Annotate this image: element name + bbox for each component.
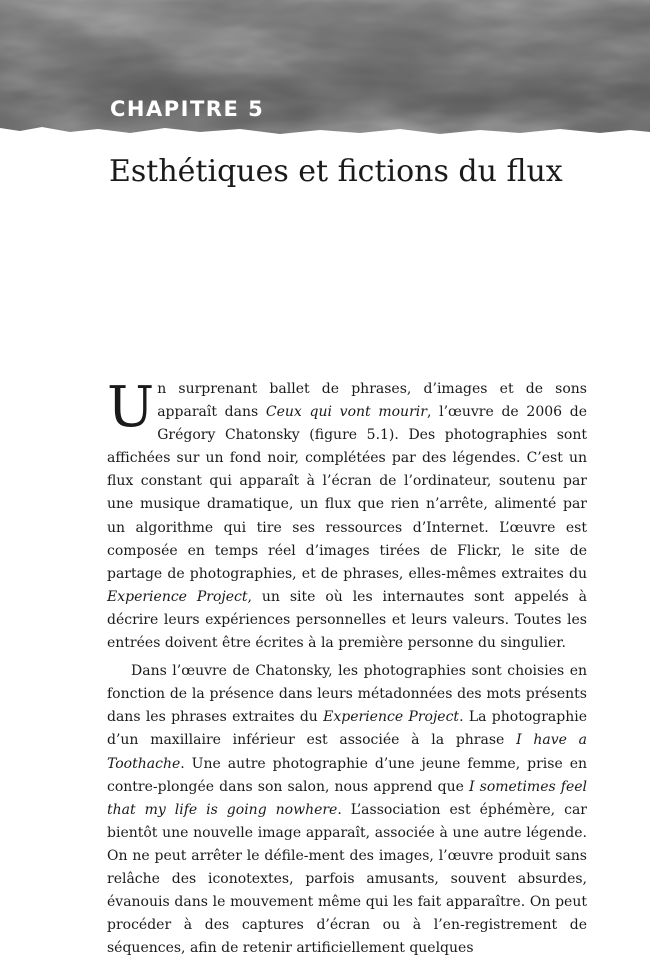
text-span: . La photographie d’un maxillaire inférieur est associée à la phrase — [107, 709, 588, 749]
text-span: Dans l’œuvre de Chatonsky, les photographies sont choisies en fonction de la présence dans leurs métadonnées des mots présents dans les phrases extraites du — [107, 663, 587, 726]
site-name: Experience Project — [323, 709, 460, 726]
quoted-phrase: I sometimes feel that my life is going nowhere — [107, 778, 588, 818]
text-span: . L’association est éphémère, car bientôt une nouvelle image apparaît, associée à une autre légende. On ne peut arrêter le défile-ment des images, l’œuvre produit sans relâche des iconotextes, parfois amusants, souvent absurdes, évanouis dans le mouvement même qui les fait apparaître. On peut procéder à des captures d’écran ou à l’en-registrement de séquences, afin de retenir artificiellement quelques — [107, 801, 587, 957]
marble-texture — [0, 0, 650, 140]
artwork-title: Ceux qui vont mourir — [265, 404, 427, 421]
text-span: n surprenant ballet de phrases, d’images et de sons apparaît dans — [157, 381, 587, 421]
text-span: , un site où les internautes sont appelés à décrire leurs expériences personnelles et leurs valeurs. Toutes les entrées doivent être écrites à la première personne du singulier. — [107, 588, 587, 652]
text-span: , l’œuvre de 2006 de Grégory Chatonsky (figure 5.1). Des photographies sont affichées sur un fond noir, complétées par des légendes. C’est un flux constant qui apparaît à l’écran de l’ordinateur, soutenu par une musique dramatique, un flux que rien n’arrête, alimenté par un algorithme qui tire ses ressources d’Internet. L’œuvre est composée en temps réel d’images tirées de Flickr, le site de partage de photographies, et de phrases, elles-mêmes extraites du — [107, 404, 587, 582]
site-name: Experience Project — [107, 588, 248, 605]
chapter-title: Esthétiques et fictions du flux — [109, 154, 563, 189]
chapter-label: CHAPITRE 5 — [110, 97, 265, 121]
paragraph-1 — [107, 375, 587, 655]
drop-cap: U — [107, 375, 155, 440]
quoted-phrase: I have a Toothache — [107, 732, 587, 772]
marbled-banner — [0, 0, 650, 140]
text-span: . Une autre photographie d’une jeune femme, prise en contre-plongée dans son salon, nous apprend que — [107, 755, 587, 795]
paragraph-2 — [107, 660, 587, 960]
body-text — [107, 375, 588, 960]
